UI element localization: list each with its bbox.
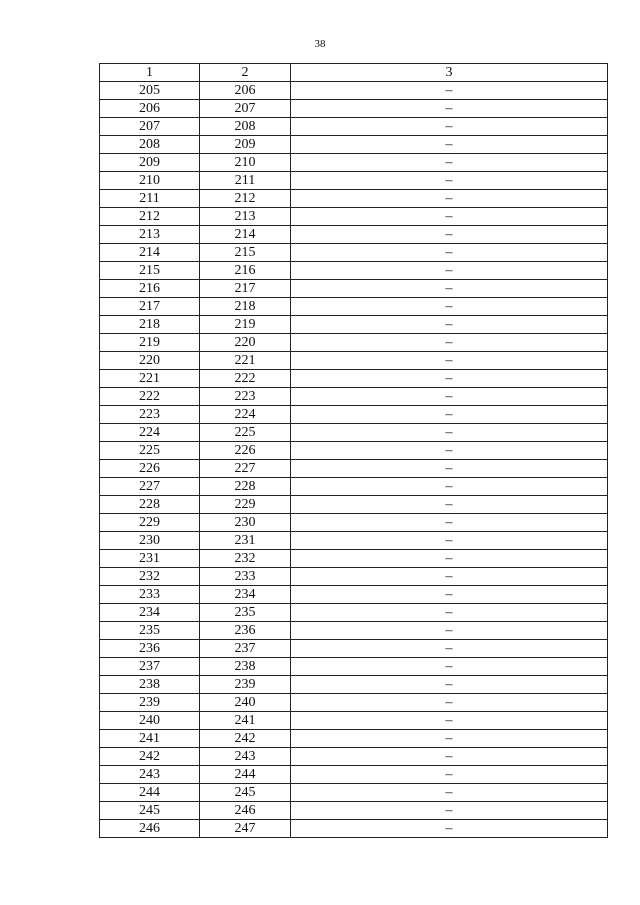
table-row — [100, 460, 608, 478]
table-cell-col-2: 243 — [200, 748, 291, 766]
table-cell-col-2: 246 — [200, 802, 291, 820]
table-cell-col-2: 211 — [200, 172, 291, 190]
table-row — [100, 640, 608, 658]
table-cell-col-1: 238 — [100, 676, 200, 694]
table-cell-col-1: 217 — [100, 298, 200, 316]
table-cell-col-3: – — [291, 748, 608, 766]
table-cell-col-3: – — [291, 154, 608, 172]
table-cell-col-2: 218 — [200, 298, 291, 316]
table-cell-col-1: 209 — [100, 154, 200, 172]
table-row — [100, 100, 608, 118]
table-row — [100, 82, 608, 100]
table-cell-col-1: 231 — [100, 550, 200, 568]
table-cell-col-3: – — [291, 568, 608, 586]
table-body — [100, 82, 608, 838]
table-cell-col-1: 214 — [100, 244, 200, 262]
table-cell-col-1: 239 — [100, 694, 200, 712]
table-cell-col-1: 227 — [100, 478, 200, 496]
table-cell-col-2: 234 — [200, 586, 291, 604]
table-cell-col-1: 220 — [100, 352, 200, 370]
table-cell-col-1: 240 — [100, 712, 200, 730]
table-cell-col-3: – — [291, 532, 608, 550]
table-cell-col-3: – — [291, 460, 608, 478]
table-cell-col-3: – — [291, 496, 608, 514]
table-cell-col-2: 239 — [200, 676, 291, 694]
table-row — [100, 694, 608, 712]
table-row — [100, 784, 608, 802]
table-cell-col-2: 236 — [200, 622, 291, 640]
table-cell-col-3: – — [291, 298, 608, 316]
table-row — [100, 352, 608, 370]
table-cell-col-3: – — [291, 244, 608, 262]
table-cell-col-2: 215 — [200, 244, 291, 262]
table-cell-col-1: 210 — [100, 172, 200, 190]
table-cell-col-3: – — [291, 604, 608, 622]
table-cell-col-1: 228 — [100, 496, 200, 514]
table-cell-col-3: – — [291, 208, 608, 226]
table-cell-col-1: 236 — [100, 640, 200, 658]
table-cell-col-2: 208 — [200, 118, 291, 136]
table-cell-col-1: 224 — [100, 424, 200, 442]
table-cell-col-3: – — [291, 334, 608, 352]
table-cell-col-1: 225 — [100, 442, 200, 460]
table-cell-col-3: – — [291, 262, 608, 280]
data-table — [99, 63, 608, 838]
table-cell-col-3: – — [291, 136, 608, 154]
table-cell-col-1: 232 — [100, 568, 200, 586]
table-cell-col-2: 244 — [200, 766, 291, 784]
table-cell-col-3: – — [291, 442, 608, 460]
table-row — [100, 802, 608, 820]
table-cell-col-1: 230 — [100, 532, 200, 550]
table-row — [100, 208, 608, 226]
table-cell-col-3: – — [291, 586, 608, 604]
table-cell-col-1: 222 — [100, 388, 200, 406]
table-row — [100, 496, 608, 514]
table-cell-col-1: 226 — [100, 460, 200, 478]
table-cell-col-3: – — [291, 694, 608, 712]
table-row — [100, 586, 608, 604]
table-cell-col-2: 212 — [200, 190, 291, 208]
table-cell-col-3: – — [291, 730, 608, 748]
table-row — [100, 676, 608, 694]
table-cell-col-3: – — [291, 712, 608, 730]
table-cell-col-1: 215 — [100, 262, 200, 280]
table-cell-col-1: 218 — [100, 316, 200, 334]
table-cell-col-3: – — [291, 640, 608, 658]
table-cell-col-1: 206 — [100, 100, 200, 118]
table-cell-col-1: 205 — [100, 82, 200, 100]
table-cell-col-1: 221 — [100, 370, 200, 388]
table-cell-col-3: – — [291, 118, 608, 136]
table-row — [100, 604, 608, 622]
table-row — [100, 226, 608, 244]
table-cell-col-2: 230 — [200, 514, 291, 532]
table-cell-col-3: – — [291, 370, 608, 388]
table-cell-col-2: 242 — [200, 730, 291, 748]
table-row — [100, 316, 608, 334]
table-cell-col-3: – — [291, 100, 608, 118]
table-cell-col-3: – — [291, 406, 608, 424]
table-cell-col-3: – — [291, 766, 608, 784]
table-cell-col-1: 235 — [100, 622, 200, 640]
table-cell-col-1: 208 — [100, 136, 200, 154]
table-cell-col-2: 237 — [200, 640, 291, 658]
table-cell-col-2: 223 — [200, 388, 291, 406]
table-cell-col-1: 234 — [100, 604, 200, 622]
table-cell-col-2: 209 — [200, 136, 291, 154]
table-cell-col-1: 223 — [100, 406, 200, 424]
column-header-3: 3 — [291, 64, 608, 82]
table-cell-col-1: 216 — [100, 280, 200, 298]
table-cell-col-1: 243 — [100, 766, 200, 784]
table-cell-col-1: 245 — [100, 802, 200, 820]
table-row — [100, 568, 608, 586]
table-cell-col-3: – — [291, 190, 608, 208]
table-row — [100, 550, 608, 568]
table-row — [100, 280, 608, 298]
table-cell-col-1: 229 — [100, 514, 200, 532]
table-cell-col-3: – — [291, 226, 608, 244]
column-header-1: 1 — [100, 64, 200, 82]
table-cell-col-2: 226 — [200, 442, 291, 460]
table-cell-col-3: – — [291, 550, 608, 568]
table-cell-col-1: 213 — [100, 226, 200, 244]
table-cell-col-2: 231 — [200, 532, 291, 550]
table-cell-col-1: 242 — [100, 748, 200, 766]
table-cell-col-2: 240 — [200, 694, 291, 712]
table-cell-col-2: 227 — [200, 460, 291, 478]
table-row — [100, 154, 608, 172]
table-row — [100, 190, 608, 208]
table-row — [100, 388, 608, 406]
table-cell-col-2: 233 — [200, 568, 291, 586]
table-cell-col-2: 222 — [200, 370, 291, 388]
table-row — [100, 820, 608, 838]
table-cell-col-3: – — [291, 316, 608, 334]
table-row — [100, 478, 608, 496]
table-cell-col-3: – — [291, 478, 608, 496]
table-cell-col-2: 224 — [200, 406, 291, 424]
table-cell-col-2: 232 — [200, 550, 291, 568]
table-row — [100, 622, 608, 640]
table-cell-col-1: 207 — [100, 118, 200, 136]
table-cell-col-2: 220 — [200, 334, 291, 352]
table-cell-col-2: 210 — [200, 154, 291, 172]
table-row — [100, 730, 608, 748]
table-cell-col-2: 238 — [200, 658, 291, 676]
table-row — [100, 442, 608, 460]
table-cell-col-1: 237 — [100, 658, 200, 676]
table-row — [100, 118, 608, 136]
table-cell-col-2: 241 — [200, 712, 291, 730]
table-cell-col-3: – — [291, 388, 608, 406]
table-row — [100, 406, 608, 424]
table-cell-col-3: – — [291, 424, 608, 442]
table-row — [100, 712, 608, 730]
table-cell-col-2: 216 — [200, 262, 291, 280]
column-header-2: 2 — [200, 64, 291, 82]
table-row — [100, 370, 608, 388]
page-number: 38 — [314, 38, 326, 50]
table-cell-col-2: 228 — [200, 478, 291, 496]
table-cell-col-1: 246 — [100, 820, 200, 838]
table-cell-col-2: 219 — [200, 316, 291, 334]
table-cell-col-2: 206 — [200, 82, 291, 100]
table-cell-col-2: 221 — [200, 352, 291, 370]
table-row — [100, 766, 608, 784]
table-row — [100, 298, 608, 316]
table-row — [100, 244, 608, 262]
table-cell-col-2: 214 — [200, 226, 291, 244]
table-row — [100, 424, 608, 442]
table-cell-col-1: 219 — [100, 334, 200, 352]
table-cell-col-3: – — [291, 820, 608, 838]
table-cell-col-2: 213 — [200, 208, 291, 226]
table-cell-col-1: 244 — [100, 784, 200, 802]
table-cell-col-3: – — [291, 280, 608, 298]
table-cell-col-3: – — [291, 802, 608, 820]
table-cell-col-3: – — [291, 82, 608, 100]
table-row — [100, 172, 608, 190]
table-cell-col-2: 235 — [200, 604, 291, 622]
table-cell-col-2: 225 — [200, 424, 291, 442]
table-cell-col-3: – — [291, 352, 608, 370]
table-cell-col-3: – — [291, 658, 608, 676]
table-row — [100, 532, 608, 550]
table-cell-col-1: 211 — [100, 190, 200, 208]
table-row — [100, 748, 608, 766]
table-cell-col-2: 217 — [200, 280, 291, 298]
table-cell-col-2: 229 — [200, 496, 291, 514]
table-row — [100, 514, 608, 532]
table-header-row — [100, 64, 608, 82]
table-cell-col-3: – — [291, 676, 608, 694]
table-row — [100, 334, 608, 352]
table-cell-col-1: 233 — [100, 586, 200, 604]
table-row — [100, 658, 608, 676]
table-cell-col-3: – — [291, 784, 608, 802]
table-row — [100, 136, 608, 154]
table-cell-col-3: – — [291, 622, 608, 640]
table-cell-col-1: 212 — [100, 208, 200, 226]
table-cell-col-2: 207 — [200, 100, 291, 118]
table-row — [100, 262, 608, 280]
table-cell-col-2: 245 — [200, 784, 291, 802]
table-cell-col-3: – — [291, 172, 608, 190]
table-cell-col-3: – — [291, 514, 608, 532]
table-cell-col-1: 241 — [100, 730, 200, 748]
table-cell-col-2: 247 — [200, 820, 291, 838]
